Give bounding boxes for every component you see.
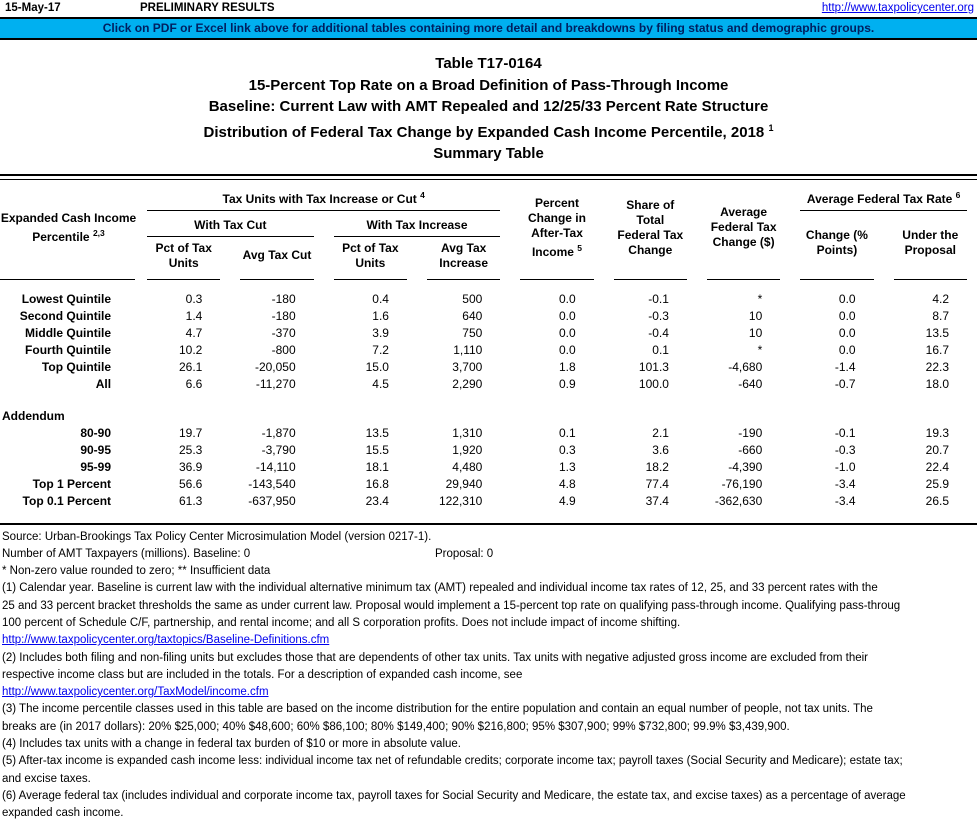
footnote-line: (4) Includes tax units with a change in federal tax burden of $10 or more in absolute value.	[2, 738, 461, 751]
addendum-label: Addendum	[2, 409, 65, 423]
cell: -3.4	[834, 494, 856, 508]
footnote-line: * Non-zero value rounded to zero; ** Insufficient data	[2, 565, 271, 578]
cell: 1,310	[452, 426, 483, 440]
cell: 7.2	[372, 343, 389, 357]
cell: 3.6	[652, 443, 669, 457]
cell: 0.0	[558, 343, 576, 357]
table-row	[0, 376, 977, 393]
cell: 18.1	[365, 460, 389, 474]
cell: 16.7	[925, 343, 949, 357]
footnote-line: expanded cash income.	[2, 807, 124, 820]
title-line-5: Summary Table	[433, 145, 544, 162]
cell: 56.6	[178, 477, 203, 491]
cell: -180	[271, 309, 296, 323]
group-header-with-tax-cut: With Tax Cut	[137, 211, 324, 237]
cell: 6.6	[185, 377, 203, 391]
col-header-rate-under-proposal: Under the Proposal	[902, 227, 959, 257]
cell: 61.3	[178, 494, 203, 508]
cell: -4,390	[728, 460, 763, 474]
footnote-line: 25 and 33 percent bracket thresholds the same as under current law. Proposal would implement a 15-percent top rate on qualifying pass-through income. Qualifying pass-throug	[2, 599, 901, 612]
cell: 4.5	[372, 377, 389, 391]
cell: 25.9	[925, 477, 949, 491]
cell: 500	[462, 292, 483, 306]
cell: 0.9	[558, 377, 576, 391]
cell: 1.8	[558, 360, 576, 374]
footnote-line: (2) Includes both filing and non-filing units but excludes those that are dependents of other tax units. Tax units with negative adjusted gross income are excluded from their	[2, 651, 868, 664]
cell: 1.6	[372, 309, 389, 323]
cell: -14,110	[255, 460, 296, 474]
row-label: 90-95	[80, 443, 112, 457]
table-row	[0, 280, 977, 308]
amt-proposal-text: Proposal: 0	[435, 547, 494, 560]
cell: 4.8	[558, 477, 576, 491]
cell: 1,110	[453, 343, 483, 357]
col-header-average-federal-tax-change: Average Federal Tax Change ($)	[710, 205, 777, 249]
col-header-percent-change-after-tax-income: Percent Change in After-Tax Income $^5$	[527, 195, 586, 259]
info-banner: Click on PDF or Excel link above for additional tables containing more detail and breakdowns by filing status and demographic groups.	[0, 17, 977, 40]
col-header-avg-tax-increase: Avg Tax Increase	[439, 240, 488, 270]
cell: -0.7	[834, 377, 856, 391]
cell: 4.9	[558, 494, 576, 508]
cell: 4.2	[932, 292, 949, 306]
footnote-marker-4: 4	[420, 189, 425, 200]
cell: 0.4	[372, 292, 389, 306]
amt-taxpayers-line	[2, 546, 974, 563]
table-row	[0, 359, 977, 376]
footnote-link[interactable]: http://www.taxpolicycenter.org/taxtopics/Baseline-Definitions.cfm	[2, 634, 330, 647]
cell: 26.1	[178, 360, 203, 374]
cell: 22.4	[925, 460, 949, 474]
cell: -640	[738, 377, 763, 391]
cell: 16.8	[365, 477, 389, 491]
cell: 0.1	[652, 343, 669, 357]
amt-baseline-text: Number of AMT Taxpayers (millions). Baseline: 0	[2, 547, 251, 560]
row-label: Second Quintile	[19, 309, 112, 323]
cell: -0.3	[648, 309, 669, 323]
cell: 20.7	[925, 443, 949, 457]
cell: 100.0	[638, 377, 669, 391]
footnote-line: (6) Average federal tax (includes individual and corporate income tax, payroll taxes for Social Security and Medicare, the estate tax, and excise taxes) as a percentage of average	[2, 789, 906, 802]
row-label: Top Quintile	[41, 360, 112, 374]
table-row	[0, 476, 977, 493]
table-row	[0, 325, 977, 342]
footnote-marker-5: 5	[577, 242, 583, 253]
cell: 8.7	[932, 309, 949, 323]
footnote-line: (3) The income percentile classes used in this table are based on the income distribution for the entire population and contain an equal number of people, not tax units. The	[2, 703, 873, 716]
title-block	[0, 53, 977, 165]
footnote-line: (1) Calendar year. Baseline is current law with the individual alternative minimum tax (AMT) repealed and individual income tax rates of 12, 25, and 33 percent rates with the	[2, 582, 878, 595]
cell: 18.2	[645, 460, 669, 474]
cell: -1,870	[261, 426, 296, 440]
title-line-4: Distribution of Federal Tax Change by Expanded Cash Income Percentile, 2018 $^1$	[203, 122, 774, 141]
cell: -4,680	[728, 360, 763, 374]
footnotes	[0, 525, 977, 823]
cell: 1.3	[558, 460, 576, 474]
cell: *	[757, 343, 763, 357]
cell: 77.4	[645, 477, 669, 491]
col-header-pct-of-tax-units-cut: Pct of Tax Units	[155, 240, 212, 270]
cell: -0.1	[648, 292, 669, 306]
col-header-expanded-cash-income-percentile: Expanded Cash Income Percentile $^{2,3}$	[0, 210, 137, 244]
footnote-marker-6: 6	[955, 189, 961, 200]
table-row	[0, 493, 977, 510]
cell: 10.2	[178, 343, 203, 357]
title-line-2: 15-Percent Top Rate on a Broad Definition of Pass-Through Income	[248, 76, 729, 94]
cell: -1.0	[834, 460, 856, 474]
cell: 19.3	[925, 426, 949, 440]
cell: 13.5	[925, 326, 949, 340]
cell: 1,920	[452, 443, 483, 457]
date-label: 15-May-17	[5, 2, 61, 14]
row-label: Fourth Quintile	[25, 343, 112, 357]
footnote-line: 100 percent of Schedule C/F, partnership, and rental income; and all S corporation profits. Does not include impact of income shifting.	[2, 616, 681, 629]
cell: -1.4	[834, 360, 856, 374]
table-row	[0, 459, 977, 476]
group-header-average-federal-tax-rate: Average Federal Tax Rate $^6$	[790, 181, 977, 211]
cell: -143,540	[248, 477, 296, 491]
table-row	[0, 425, 977, 442]
cell: 23.4	[365, 494, 389, 508]
cell: 13.5	[365, 426, 389, 440]
cell: 2.1	[652, 426, 669, 440]
cell: -800	[271, 343, 296, 357]
cell: 15.0	[365, 360, 389, 374]
cell: 750	[462, 326, 483, 340]
row-label: All	[95, 377, 112, 391]
cell: 0.0	[558, 326, 576, 340]
row-label: 95-99	[80, 460, 112, 474]
footnote-link-line	[2, 632, 974, 649]
footnote-line: (5) After-tax income is expanded cash income less: individual income tax net of refundable credits; corporate income tax; payroll taxes (Social Security and Medicare); estate tax;	[2, 755, 903, 768]
cell: 25.3	[178, 443, 203, 457]
footnote-marker-2-3: 2,3	[92, 227, 105, 238]
group-header-tax-units-with-increase-or-cut: Tax Units with Tax Increase or Cut $^4$	[137, 181, 510, 211]
cell: -11,270	[255, 377, 296, 391]
footnote-link[interactable]: http://www.taxpolicycenter.org/TaxModel/income.cfm	[2, 686, 269, 699]
table-number-title: Table T17-0164	[435, 55, 542, 72]
cell: -0.4	[648, 326, 669, 340]
cell: 0.0	[558, 292, 576, 306]
col-header-avg-tax-cut: Avg Tax Cut	[242, 248, 312, 262]
cell: 3,700	[452, 360, 483, 374]
cell: 1.4	[185, 309, 203, 323]
cell: -0.3	[834, 443, 856, 457]
cell: 0.0	[838, 343, 856, 357]
title-line-3: Baseline: Current Law with AMT Repealed and 12/25/33 Percent Rate Structure	[208, 98, 769, 115]
preliminary-results-label: PRELIMINARY RESULTS	[140, 2, 275, 14]
cell: 10	[748, 326, 763, 340]
footnote-line: Source: Urban-Brookings Tax Policy Center Microsimulation Model (version 0217-1).	[2, 530, 432, 543]
group-header-with-tax-increase: With Tax Increase	[324, 211, 511, 237]
taxpolicycenter-link[interactable]: http://www.taxpolicycenter.org	[821, 2, 974, 14]
cell: 4,480	[452, 460, 483, 474]
cell: 0.1	[558, 426, 576, 440]
cell: 15.5	[365, 443, 389, 457]
cell: 122,310	[438, 494, 483, 508]
cell: 37.4	[645, 494, 669, 508]
cell: 0.0	[558, 309, 576, 323]
cell: -362,630	[714, 494, 763, 508]
row-label: Middle Quintile	[25, 326, 112, 340]
row-label: Lowest Quintile	[21, 292, 112, 306]
row-label: 80-90	[80, 426, 112, 440]
cell: 4.7	[185, 326, 203, 340]
cell: 19.7	[178, 426, 203, 440]
table-row	[0, 308, 977, 325]
spacer-row	[0, 393, 977, 408]
footnote-line: respective income class but are included in the totals. For a description of expanded cash income, see	[2, 668, 523, 681]
cell: 640	[462, 309, 483, 323]
cell: 101.3	[638, 360, 669, 374]
cell: 29,940	[445, 477, 483, 491]
cell: 0.3	[185, 292, 203, 306]
cell: 2,290	[452, 377, 483, 391]
cell: 0.0	[838, 292, 856, 306]
addendum-row	[0, 408, 977, 425]
cell: -3.4	[834, 477, 856, 491]
cell: 26.5	[925, 494, 949, 508]
cell: -3,790	[261, 443, 296, 457]
footnote-line: breaks are (in 2017 dollars): 20% $25,000; 40% $48,600; 60% $86,100; 80% $149,400; 90% $216,800; 95% $307,900; 99% $732,800; 99.9% $3,439,900.	[2, 720, 790, 733]
table-row	[0, 442, 977, 459]
table-top-rule	[0, 174, 977, 180]
row-label: Top 0.1 Percent	[22, 494, 112, 508]
top-bar	[0, 0, 977, 17]
cell: -0.1	[834, 426, 856, 440]
col-header-rate-change-points: Change (% Points)	[805, 227, 868, 257]
footnote-marker-1: 1	[768, 122, 774, 133]
cell: 0.0	[838, 309, 856, 323]
table-row	[0, 342, 977, 359]
cell: -20,050	[254, 360, 296, 374]
col-header-pct-of-tax-units-increase: Pct of Tax Units	[342, 240, 399, 270]
cell: 36.9	[178, 460, 203, 474]
col-header-share-of-total-federal-tax-change: Share of Total Federal Tax Change	[617, 197, 684, 257]
cell: -637,950	[248, 494, 296, 508]
footnote-line: and excise taxes.	[2, 772, 91, 785]
cell: 0.3	[558, 443, 576, 457]
cell: 0.0	[838, 326, 856, 340]
cell: -370	[271, 326, 296, 340]
summary-table	[0, 181, 977, 510]
footnote-link-line	[2, 684, 974, 701]
cell: -190	[738, 426, 763, 440]
cell: *	[757, 292, 763, 306]
cell: 3.9	[372, 326, 389, 340]
cell: 22.3	[925, 360, 949, 374]
cell: 10	[748, 309, 763, 323]
cell: -180	[271, 292, 296, 306]
cell: -76,190	[721, 477, 763, 491]
row-label: Top 1 Percent	[32, 477, 112, 491]
cell: 18.0	[925, 377, 949, 391]
cell: -660	[738, 443, 763, 457]
